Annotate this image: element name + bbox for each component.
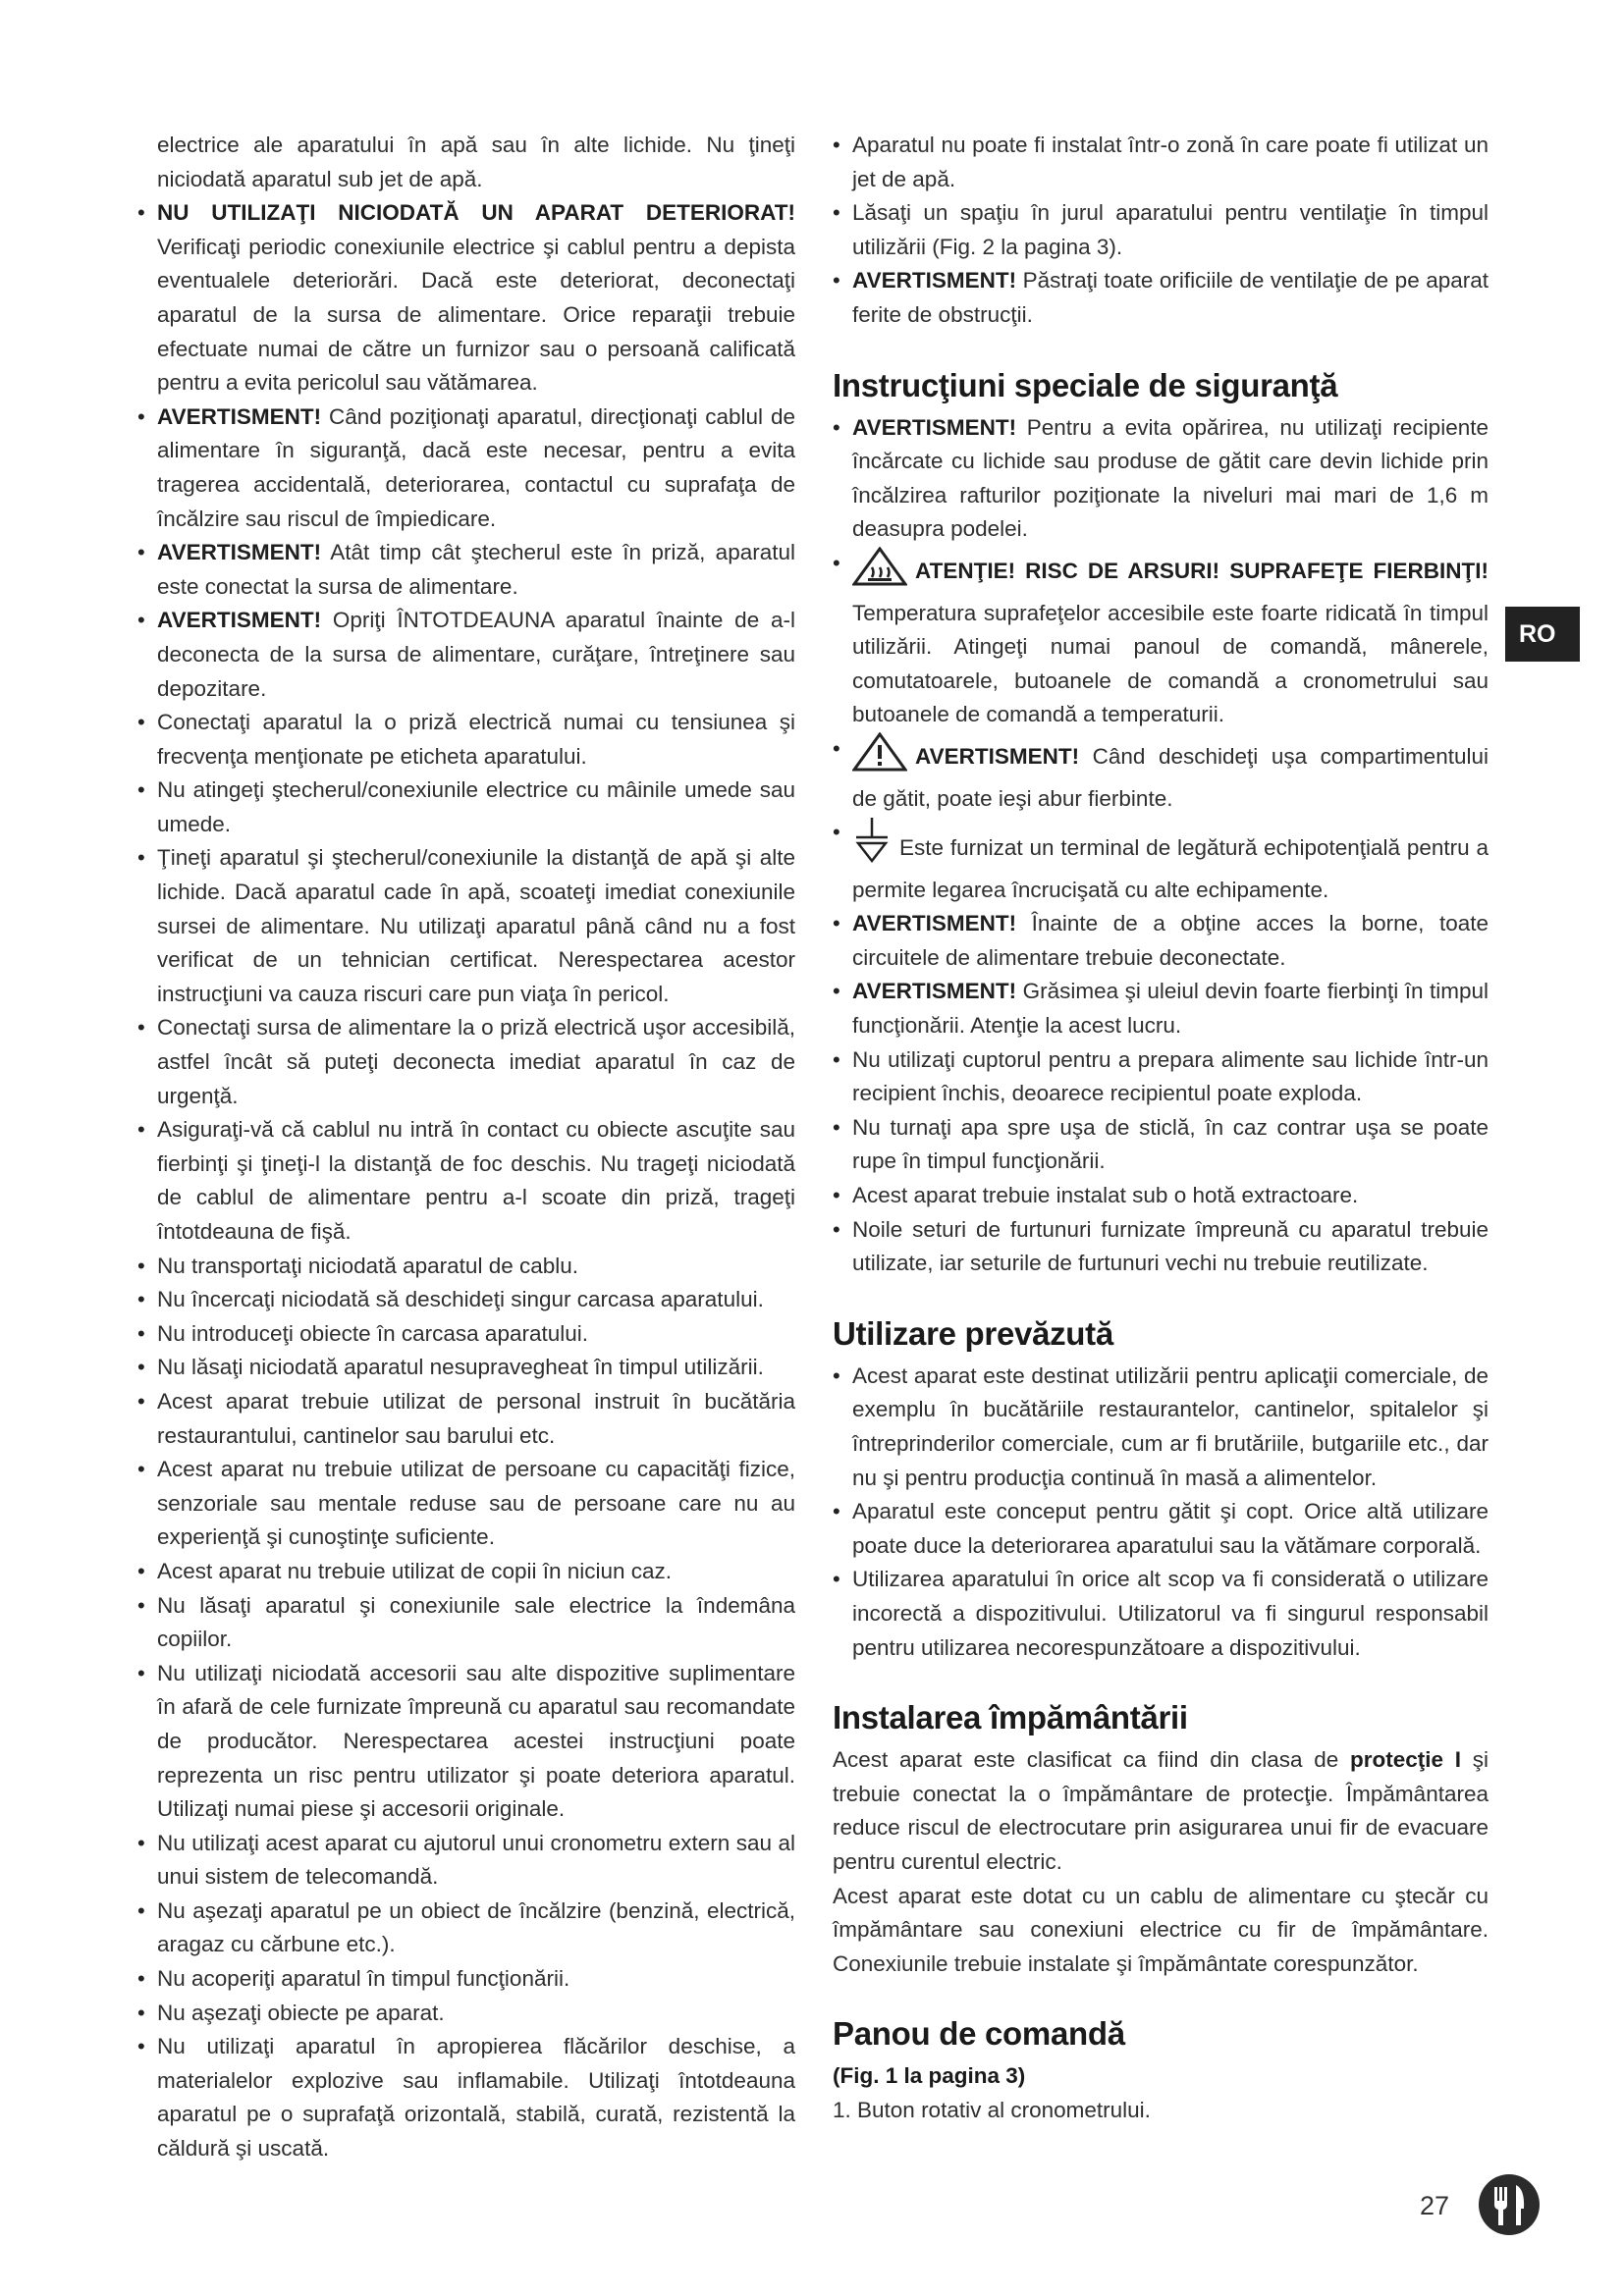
list-item: • Acest aparat trebuie utilizat de personal instruit în bucătăria restaurantului, cantinelor sau barului etc. (137, 1385, 795, 1453)
special-safety-list (833, 411, 1489, 1281)
list-item: • Acest aparat trebuie instalat sub o hotă extractoare. (833, 1179, 1489, 1213)
right-column (833, 129, 1489, 2128)
list-item: • Acest aparat nu trebuie utilizat de copii în niciun caz. (137, 1555, 795, 1589)
intended-use-list (833, 1360, 1489, 1665)
list-item: • AVERTISMENT! Atât timp cât ştecherul este în priză, aparatul este conectat la sursa de alimentare. (137, 536, 795, 604)
safety-list-left (137, 196, 795, 2165)
list-item: • Lăsaţi un spaţiu în jurul aparatului pentru ventilaţie în timpul utilizării (Fig. 2 la pagina 3). (833, 196, 1489, 264)
list-item: • AVERTISMENT! Când poziţionaţi aparatul, direcţionaţi cablul de alimentare în siguranţă, dacă este necesar, pentru a evita tragerea accidentală, deteriorarea, contactul cu suprafaţa de încălzire sau riscul de împiedicare. (137, 400, 795, 536)
section-title-control-panel: Panou de comandă (833, 2015, 1125, 2053)
list-item: • Nu transportaţi niciodată aparatul de cablu. (137, 1250, 795, 1284)
list-item: • Nu acoperiţi aparatul în timpul funcţionării. (137, 1962, 795, 1997)
list-item: • AVERTISMENT! Pentru a evita opărirea, nu utilizaţi recipiente încărcate cu lichide sau produse de gătit care devin lichide prin încălzirea rafturilor poziţionate la niveluri mai mari de 1,6 m deasupra podelei. (833, 411, 1489, 547)
list-item: • Conectaţi aparatul la o priză electrică numai cu tensiunea şi frecvenţa menţionate pe eticheta aparatului. (137, 706, 795, 774)
list-item: • Nu lăsaţi niciodată aparatul nesupravegheat în timpul utilizării. (137, 1351, 795, 1385)
list-item: • Nu aşezaţi obiecte pe aparat. (137, 1997, 795, 2031)
list-item: • Aparatul nu poate fi instalat într-o zonă în care poate fi utilizat un jet de apă. (833, 129, 1489, 196)
equipotential-terminal-icon (852, 816, 892, 874)
list-item: • AVERTISMENT! Când deschideţi uşa compartimentului de gătit, poate ieşi abur fierbinte. (833, 732, 1489, 816)
section-title-intended-use: Utilizare prevăzută (833, 1314, 1113, 1352)
list-item: • Acest aparat nu trebuie utilizat de persoane cu capacităţi fizice, senzoriale sau mentale reduse sau de persoane care nu au experienţă şi cunoştinţe suficiente. (137, 1453, 795, 1555)
list-item: • Aparatul este conceput pentru gătit şi copt. Orice altă utilizare poate duce la deteriorarea aparatului sau la vătămare corporală. (833, 1495, 1489, 1563)
list-item: • Ţineţi aparatul şi ştecherul/conexiunile la distanţă de apă şi alte lichide. Dacă aparatul cade în apă, scoateţi imediat conexiunile sursei de alimentare. Nu utilizaţi aparatul până când nu a fost verificat de un tehnician certificat. Nerespectarea acestor instrucţiuni va cauza riscuri care pun viaţa în pericol. (137, 841, 795, 1011)
list-item: • Utilizarea aparatului în orice alt scop va fi considerată o utilizare incorectă a dispozitivului. Utilizatorul va fi singurul responsabil pentru utilizarea necorespunzătoare a dispozitivului. (833, 1563, 1489, 1665)
list-item: • Nu lăsaţi aparatul şi conexiunile sale electrice la îndemâna copiilor. (137, 1589, 795, 1657)
language-tab: RO (1505, 607, 1580, 662)
list-item: • AVERTISMENT! Opriţi ÎNTOTDEAUNA aparatul înainte de a-l deconecta de la sursa de alimentare, curăţare, întreţinere sau depozitare. (137, 604, 795, 706)
hot-surface-warning-icon (852, 547, 907, 597)
continued-paragraph: electrice ale aparatului în apă sau în alte lichide. Nu ţineţi niciodată aparatul sub jet de apă. (157, 133, 795, 191)
list-item: • Acest aparat este destinat utilizării pentru aplicaţii comerciale, de exemplu în bucătăriile restaurantelor, cantinelor, spitalelor şi întreprinderilor comerciale, cum ar fi brutăriile, butgariile etc., dar nu şi pentru producţia continuă în masă a alimentelor. (833, 1360, 1489, 1495)
list-item: • ATENŢIE! RISC DE ARSURI! SUPRAFEŢE FIERBINŢI! Temperatura suprafeţelor accesibile este foarte ridicată în timpul utilizării. Atingeţi numai panoul de comandă, mânerele, comutatoarele, butoanele de comandă a cronometrului sau butoanele de comandă a temperaturii. (833, 547, 1489, 732)
list-item: • Nu utilizaţi cuptorul pentru a prepara alimente sau lichide într-un recipient închis, deoarece recipientul poate exploda. (833, 1043, 1489, 1111)
fork-knife-icon (1478, 2173, 1541, 2236)
list-item: • Nu utilizaţi aparatul în apropierea flăcărilor deschise, a materialelor explozive sau inflamabile. Utilizaţi întotdeauna aparatul pe o suprafaţă orizontală, stabilă, curată, rezistentă la căldură şi uscată. (137, 2030, 795, 2165)
section-title-special-safety: Instrucţiuni speciale de siguranţă (833, 366, 1338, 403)
list-item: • Nu introduceţi obiecte în carcasa aparatului. (137, 1317, 795, 1352)
list-item: • Nu aşezaţi aparatul pe un obiect de încălzire (benzină, electrică, aragaz cu cărbune etc.). (137, 1895, 795, 1962)
warning-triangle-icon (852, 732, 907, 782)
figure-reference: (Fig. 1 la pagina 3) (833, 2063, 1026, 2089)
page-number: 27 (1420, 2191, 1450, 2220)
safety-list-right-top (833, 129, 1489, 333)
list-item: • Noile seturi de furtunuri furnizate împreună cu aparatul trebuie utilizate, iar seturile de furtunuri vechi nu trebuie reutilizate. (833, 1213, 1489, 1281)
list-item: • NU UTILIZAŢI NICIODATĂ UN APARAT DETERIORAT! Verificaţi periodic conexiunile electrice şi cablul pentru a depista eventualele deteriorări. Dacă este deteriorat, deconectaţi aparatul de la sursa de alimentare. Orice reparaţii trebuie efectuate numai de către un furnizor sau o persoană calificată pentru a evita pericolul sau vătămarea. (137, 196, 795, 400)
list-item: • Este furnizat un terminal de legătură echipotenţială pentru a permite legarea încrucişată cu alte echipamente. (833, 816, 1489, 907)
left-column (137, 129, 795, 2166)
list-item: • Nu atingeţi ştecherul/conexiunile electrice cu mâinile umede sau umede. (137, 774, 795, 841)
list-item: • AVERTISMENT! Păstraţi toate orificiile de ventilaţie de pe aparat ferite de obstrucţii. (833, 264, 1489, 332)
list-item: • Nu încercaţi niciodată să deschideţi singur carcasa aparatului. (137, 1283, 795, 1317)
list-item: • Conectaţi sursa de alimentare la o priză electrică uşor accesibilă, astfel încât să puteţi deconecta imediat aparatul în caz de urgenţă. (137, 1011, 795, 1113)
list-item: • AVERTISMENT! Înainte de a obţine acces la borne, toate circuitele de alimentare trebuie deconectate. (833, 907, 1489, 975)
grounding-paragraph-1: Acest aparat este clasificat ca fiind din clasa de protecţie I şi trebuie conectat la o împământare de protecţie. Împământarea reduce riscul de electrocutare prin asigurarea unui fir de evacuare pentru curentul electric. (833, 1747, 1489, 1874)
control-panel-item: 1. Buton rotativ al cronometrului. (833, 2097, 1151, 2122)
list-item: • Nu utilizaţi niciodată accesorii sau alte dispozitive suplimentare în afară de cele furnizate împreună cu aparatul sau recomandate de producător. Nerespectarea acestei instrucţiuni poate reprezenta un risc pentru utilizator şi poate deteriora aparatul. Utilizaţi numai piese şi accesorii originale. (137, 1657, 795, 1827)
list-item: • Asiguraţi-vă că cablul nu intră în contact cu obiecte ascuţite sau fierbinţi şi ţineţi-l la distanţă de foc deschis. Nu trageţi niciodată de cablul de alimentare pentru a-l scoate din priză, trageţi întotdeauna de fişă. (137, 1113, 795, 1249)
grounding-paragraph-2: Acest aparat este dotat cu un cablu de alimentare cu ştecăr cu împământare sau conexiuni electrice cu fir de împământare. Conexiunile trebuie instalate şi împământate corespunzător. (833, 1883, 1489, 1976)
list-item: • AVERTISMENT! Grăsimea şi uleiul devin foarte fierbinţi în timpul funcţionării. Atenţie la acest lucru. (833, 975, 1489, 1042)
section-title-grounding: Instalarea împământării (833, 1699, 1188, 1736)
list-item: • Nu utilizaţi acest aparat cu ajutorul unui cronometru extern sau al unui sistem de telecomandă. (137, 1827, 795, 1895)
list-item: • Nu turnaţi apa spre uşa de sticlă, în caz contrar uşa se poate rupe în timpul funcţionării. (833, 1111, 1489, 1179)
